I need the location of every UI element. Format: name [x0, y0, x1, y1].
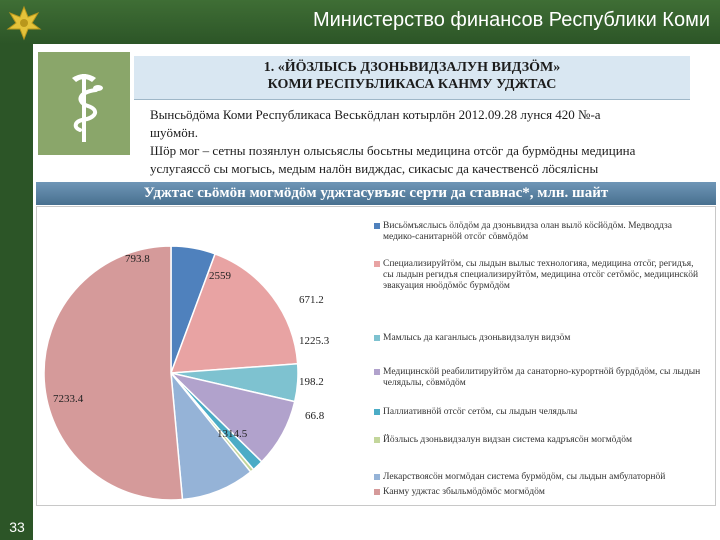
chart-title: Уджтас сьӧмӧн могмӧдӧм уджтасувъяс серти да ставнас*, млн. шайт: [36, 182, 716, 205]
legend-label: Специализируйтӧм, сы лыдын вылыс технологияа, медицина отсӧг, регидъя, сы лыдын регидъя специализируйтӧм, медицина отсӧг сетӧмӧс, медицинскӧй эвакуация нюӧдӧмӧс бурмӧдӧм: [383, 259, 699, 291]
chart-panel: [36, 206, 716, 506]
title-line-2: КОМИ РЕСПУБЛИКАСА КАНМУ УДЖТАС: [267, 77, 557, 92]
slice-value-label: 66.8: [305, 410, 325, 422]
title-line-1: 1. «ЙӦЗЛЫСЬ ДЗОНЬВИДЗАЛУН ВИДЗӦМ»: [263, 60, 561, 75]
slice-value-label: 7233.4: [53, 393, 84, 405]
pie-slice: [44, 246, 182, 500]
slice-value-label: 1225.3: [299, 335, 330, 347]
description-line: Вынсьӧдӧма Коми Республикаса Веськӧдлан котырлӧн 2012.09.28 лунся 420 №-а: [150, 107, 601, 122]
legend-swatch: [374, 261, 380, 267]
slice-value-label: 2559: [209, 270, 231, 282]
legend-swatch: [374, 489, 380, 495]
legend-label: Йӧзлысь дзоньвидзалун видзан система кадръясӧн могмӧдӧм: [383, 435, 632, 445]
pie-chart: [37, 207, 717, 507]
legend-item: [374, 435, 704, 446]
coat-of-arms-icon: [4, 3, 44, 43]
legend-swatch: [374, 369, 380, 375]
legend-swatch: [374, 474, 380, 480]
legend-label: Висьӧмъяслысь ӧлӧдӧм да дзоньвидза олан вылӧ кӧсйӧдӧм. Медводдза медико-санитарнӧй отсӧг сӧвмӧдӧм: [383, 221, 673, 242]
legend-item: [374, 407, 704, 418]
legend-label: Медицинскӧй реабилитируйтӧм да санаторно-курортнӧй бурдӧдӧм, сы лыдын челядьлы, сӧвмӧдӧм: [383, 367, 701, 388]
description: [150, 106, 710, 178]
description-line: шуӧмӧн.: [150, 125, 198, 140]
legend-label: Лекарствоясӧн могмӧдан система бурмӧдӧм, сы лыдын амбулаторнӧй: [383, 472, 666, 482]
legend-swatch: [374, 335, 380, 341]
header-bar: [0, 0, 720, 44]
medicine-logo: [38, 52, 130, 155]
section-title: [134, 56, 690, 100]
legend-item: [374, 221, 704, 243]
legend-item: [374, 487, 704, 498]
legend-item: [374, 367, 704, 389]
slice-value-label: 671.2: [299, 294, 324, 306]
page-number: 33: [3, 516, 31, 538]
left-band: [0, 44, 33, 540]
slice-value-label: 793.8: [125, 253, 150, 265]
legend-swatch: [374, 409, 380, 415]
description-line: услугаяссӧ сы могысь, медым налӧн видждас, сикасыс да качественсӧ лӧсялісны: [150, 161, 599, 176]
legend-swatch: [374, 223, 380, 229]
legend-item: [374, 472, 704, 483]
legend-swatch: [374, 437, 380, 443]
caduceus-icon: [38, 52, 130, 155]
slice-value-label: 198.2: [299, 376, 324, 388]
ministry-name: Министерство финансов Республики Коми: [312, 9, 710, 31]
legend-item: [374, 259, 704, 292]
description-line: Шӧр мог – сетны позянлун олысьяслы босьтны медицина отсӧг да бурмӧдны медицина: [150, 143, 636, 158]
legend-label: Паллиативнӧй отсӧг сетӧм, сы лыдын челядьлы: [383, 407, 578, 417]
legend-item: [374, 333, 704, 344]
slice-value-label: 1314.5: [217, 428, 248, 440]
legend-label: Мамлысь да каганлысь дзоньвидзалун видзӧм: [383, 333, 571, 343]
legend-label: Канму уджтас збыльмӧдӧмӧс могмӧдӧм: [383, 487, 545, 497]
